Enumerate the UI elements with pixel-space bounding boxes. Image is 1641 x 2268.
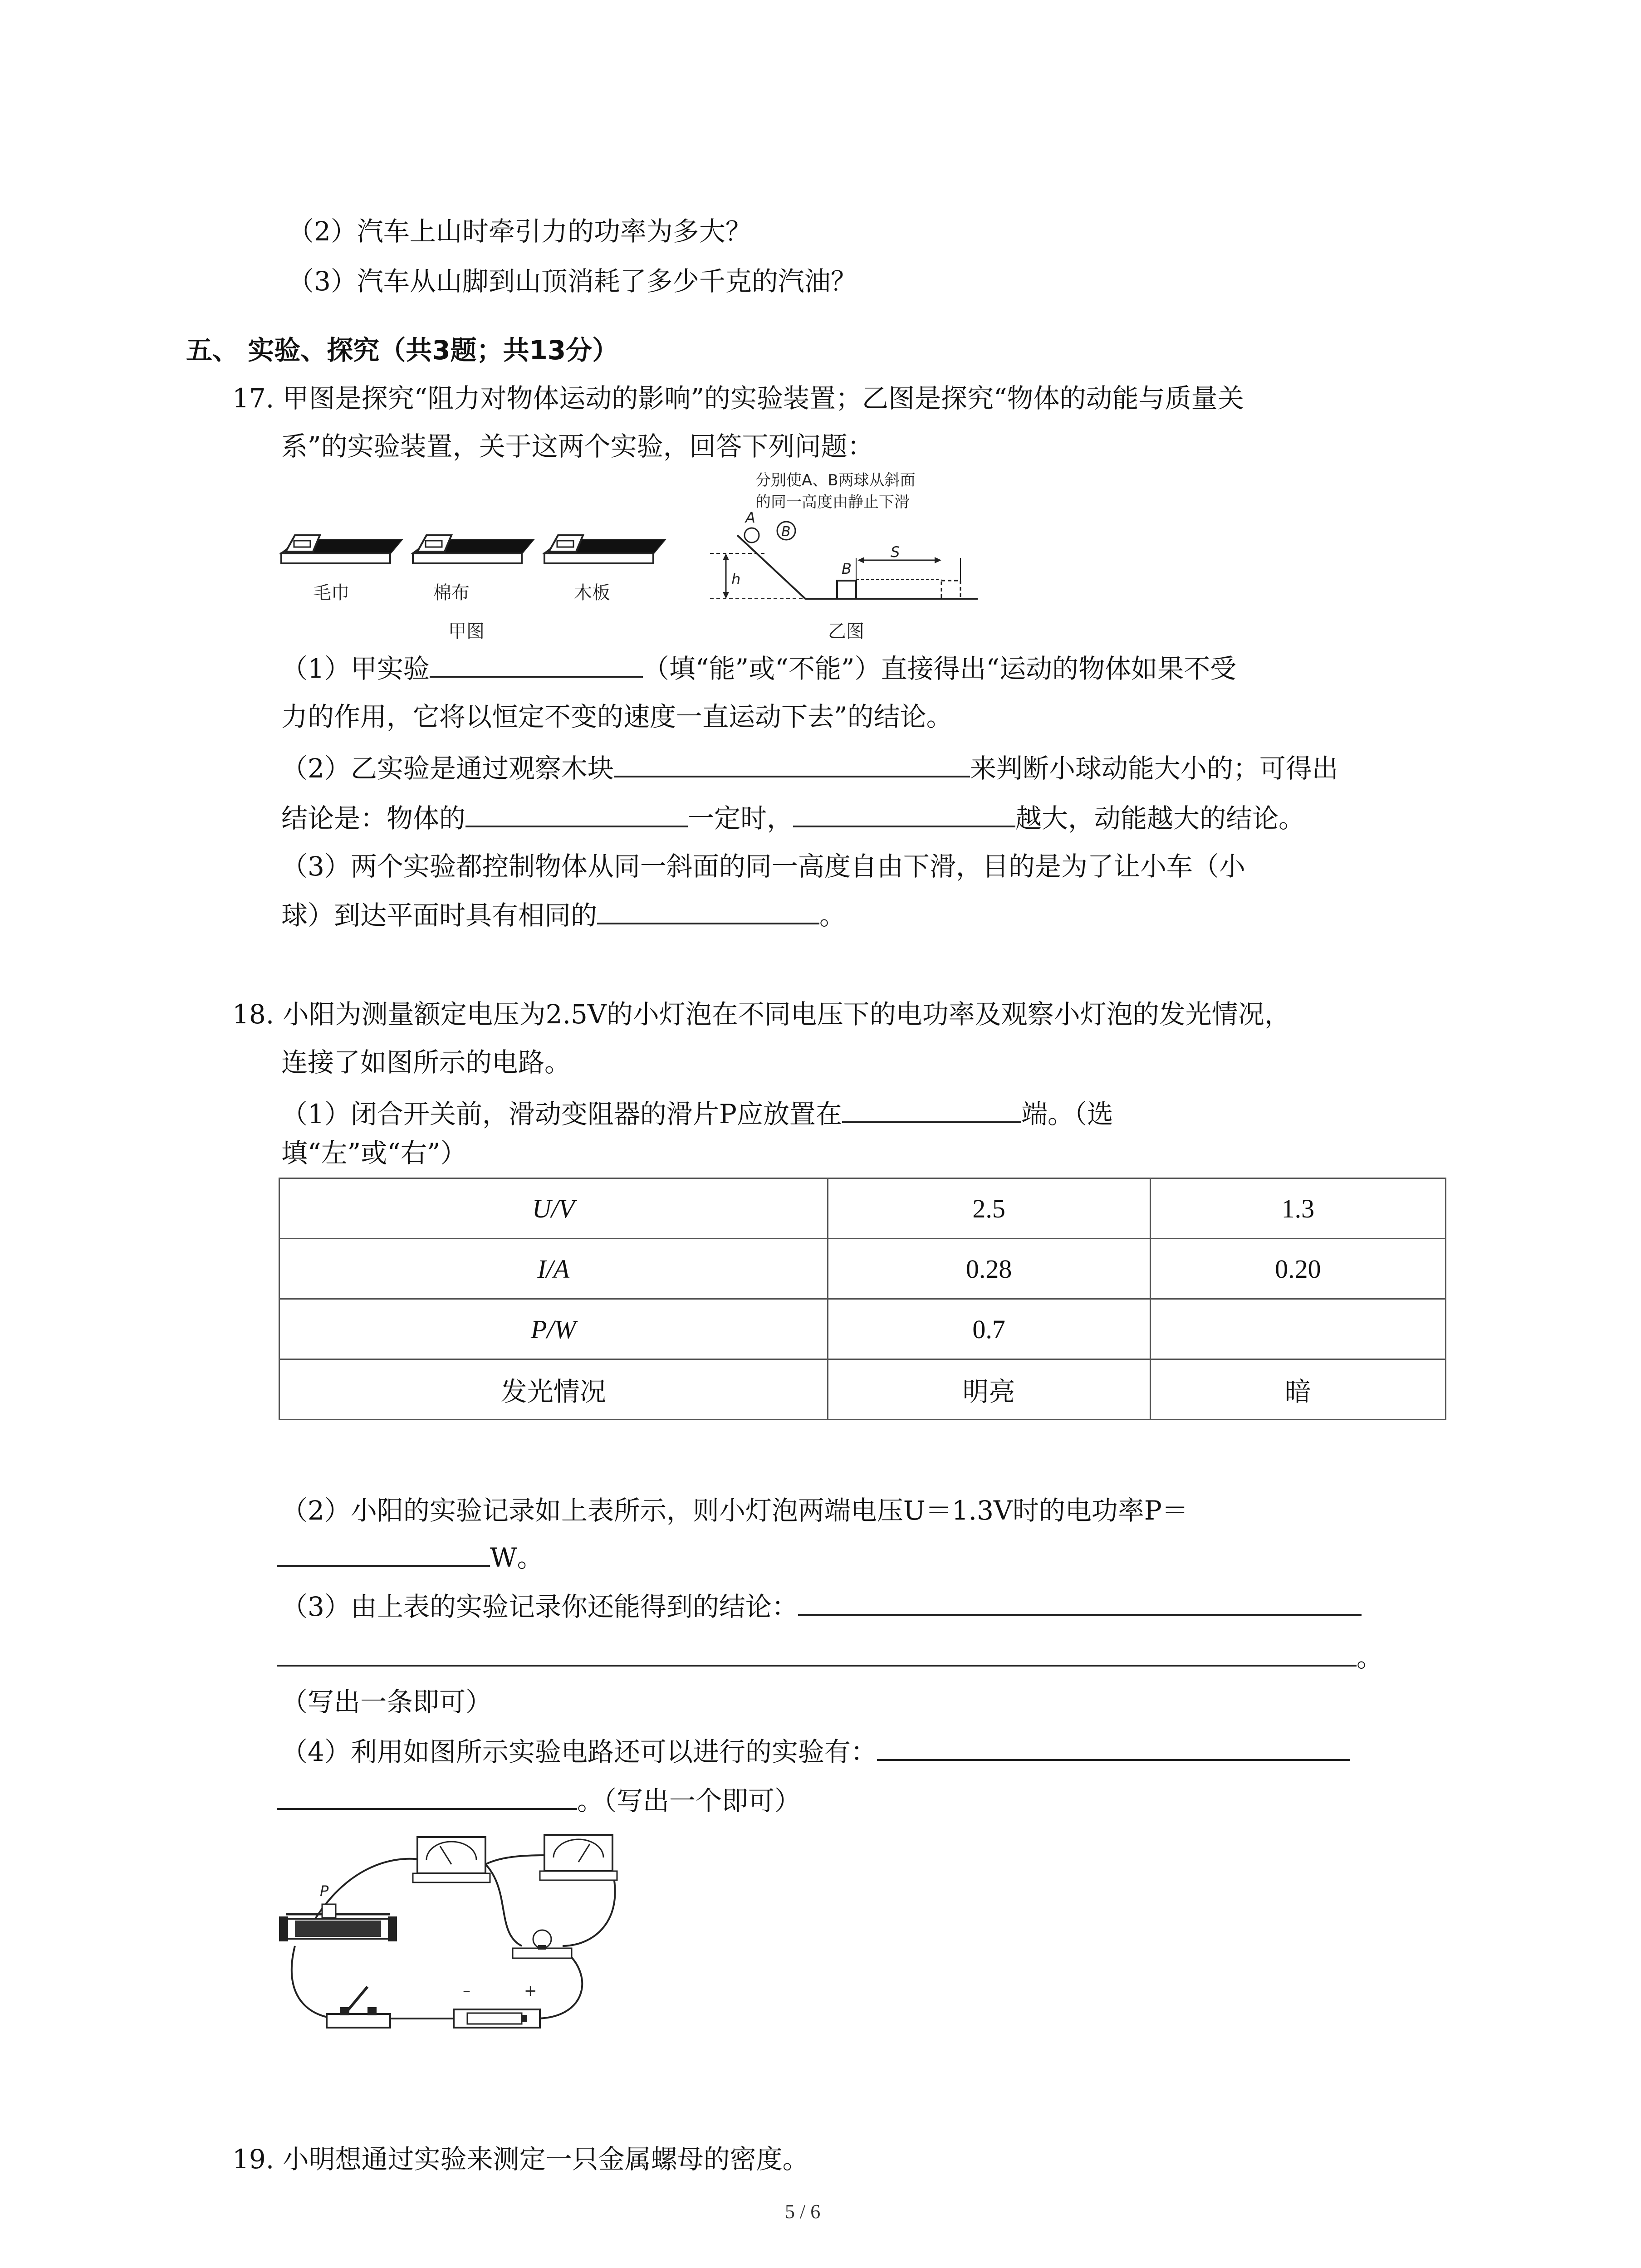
ball-a [745,528,759,543]
q17-sub1-a: （1）甲实验 [281,653,430,684]
table-cell: 0.28 [828,1239,1150,1299]
q18-sub1-line1 [281,1095,1113,1132]
page-number: 5 / 6 [785,2200,821,2223]
note-line2: 的同一高度由静止下滑 [755,493,910,511]
q17-sub1-line1 [281,650,1236,687]
table-row [279,1239,1446,1299]
label-towel: 毛巾 [313,582,349,603]
table-cell: P/W [279,1299,828,1359]
q18-sub2-a: （2）小阳的实验记录如上表所示，则小灯泡两端电压U＝1.3V时的电功率P＝ [281,1495,1188,1526]
q18-sub4-blank2[interactable] [277,1782,577,1810]
q17-sub3-b: 球）到达平面时具有相同的 [281,900,598,931]
q17-sub2-blank2[interactable] [465,799,688,827]
surface-cotton [413,535,533,563]
table-row [279,1359,1446,1420]
q17-sub3-blank[interactable] [597,896,819,924]
table-row [279,1178,1446,1239]
caption-jia: 甲图 [448,621,485,642]
q17-sub2-blank3[interactable] [793,799,1015,827]
q16-sub3: （3）汽车从山脚到山顶消耗了多少千克的汽油？ [288,266,857,297]
surface-board [544,535,665,563]
q17-sub1-b: （填“能”或“不能”）直接得出“运动的物体如果不受 [642,653,1237,684]
label-cotton: 棉布 [433,582,470,603]
q19-stem: 19. 小明想通过实验来测定一只金属螺母的密度。 [232,2144,809,2175]
q18-sub3-c: （写出一条即可） [281,1686,492,1717]
voltmeter [540,1835,617,1880]
q17-sub3-a: （3）两个实验都控制物体从同一斜面的同一高度自由下滑，目的是为了让小车（小 [281,851,1245,882]
q18-sub3-line1 [281,1588,1362,1625]
slope [737,535,805,599]
figure-yi [705,467,987,646]
table-cell: 2.5 [828,1178,1150,1239]
q18-sub3-a: （3）由上表的实验记录你还能得到的结论： [281,1591,798,1622]
circuit-figure [277,1828,631,2046]
battery [454,1982,540,2028]
q18-stem-line2: 连接了如图所示的电路。 [281,1047,571,1078]
q17-sub1-c: 力的作用，它将以恒定不变的速度一直运动下去”的结论。 [281,701,953,732]
q17-sub2-d: 一定时， [688,803,794,834]
q17-sub2-blank1[interactable] [614,749,970,777]
ammeter [413,1837,490,1882]
q18-sub2-blank[interactable] [277,1539,490,1567]
table-cell: I/A [279,1239,828,1299]
q17-sub2-c: 结论是：物体的 [281,803,466,834]
table-cell: U/V [279,1178,828,1239]
q18-sub3-b: 。 [1357,1642,1383,1673]
q18-sub4-line1 [281,1733,1350,1770]
label-ball-a: A [745,509,755,526]
surface-towel [281,535,402,563]
table-cell [1150,1299,1445,1359]
table-cell: 暗 [1150,1359,1445,1420]
q18-sub1-a: （1）闭合开关前，滑动变阻器的滑片P应放置在 [281,1099,842,1129]
q18-sub2-b: W。 [490,1542,544,1573]
q18-sub1-blank[interactable] [842,1095,1021,1123]
q18-sub2-line2 [277,1539,544,1576]
label-h: h [731,571,741,588]
label-board: 木板 [574,582,610,603]
caption-yi: 乙图 [828,621,864,642]
q18-stem-line1: 18. 小阳为测量额定电压为2.5V的小灯泡在不同电压下的电功率及观察小灯泡的发光情况， [232,999,1291,1030]
table-cell: 0.20 [1150,1239,1445,1299]
q17-stem-line2: 系”的实验装置，关于这两个实验，回答下列问题： [281,431,874,462]
label-block-b: B [842,560,852,577]
table-cell: 1.3 [1150,1178,1445,1239]
label-s: S [891,543,900,561]
q17-sub2-b: 来判断小球动能大小的；可得出 [970,753,1338,784]
table-cell: 明亮 [828,1359,1150,1420]
data-table [279,1178,1446,1420]
table-row [279,1299,1446,1359]
table-cell: 0.7 [828,1299,1150,1359]
q17-sub2-e: 越大，动能越大的结论。 [1015,803,1305,834]
q17-sub2-line1 [281,749,1338,787]
q18-sub4-line2 [277,1782,801,1819]
q18-sub1-b: 端。（选 [1021,1099,1113,1129]
section-5-heading: 五、 实验、探究（共3题；共13分） [186,335,619,366]
label-plus: + [524,1982,537,2000]
q18-sub4-b: 。（写出一个即可） [577,1785,801,1816]
q17-sub2-line2 [281,799,1305,836]
figure-jia [277,522,676,644]
switch [327,1987,390,2028]
q17-sub1-blank[interactable] [430,650,643,678]
table-cell: 发光情况 [279,1359,828,1420]
label-p: P [320,1882,329,1900]
q17-sub3-line2 [281,896,846,934]
q17-stem-line1: 17. 甲图是探究“阻力对物体运动的影响”的实验装置；乙图是探究“物体的动能与质量关 [232,383,1244,414]
note-line1: 分别使A、B两球从斜面 [755,471,916,489]
label-minus: – [463,1982,470,2000]
q18-sub3-blank2[interactable] [277,1638,1357,1667]
q18-sub4-a: （4）利用如图所示实验电路还可以进行的实验有： [281,1736,877,1767]
q16-sub2: （2）汽车上山时牵引力的功率为多大？ [288,216,752,247]
q18-sub1-c: 填“左”或“右”） [281,1138,467,1168]
q18-sub3-line2 [277,1638,1383,1676]
bulb [513,1930,572,1958]
q17-sub3-c: 。 [819,900,846,931]
q18-sub3-blank1[interactable] [798,1588,1362,1616]
label-ball-b: B [781,524,791,540]
q18-sub4-blank1[interactable] [877,1733,1350,1761]
wood-block [837,581,856,599]
q17-sub2-a: （2）乙实验是通过观察木块 [281,753,614,784]
